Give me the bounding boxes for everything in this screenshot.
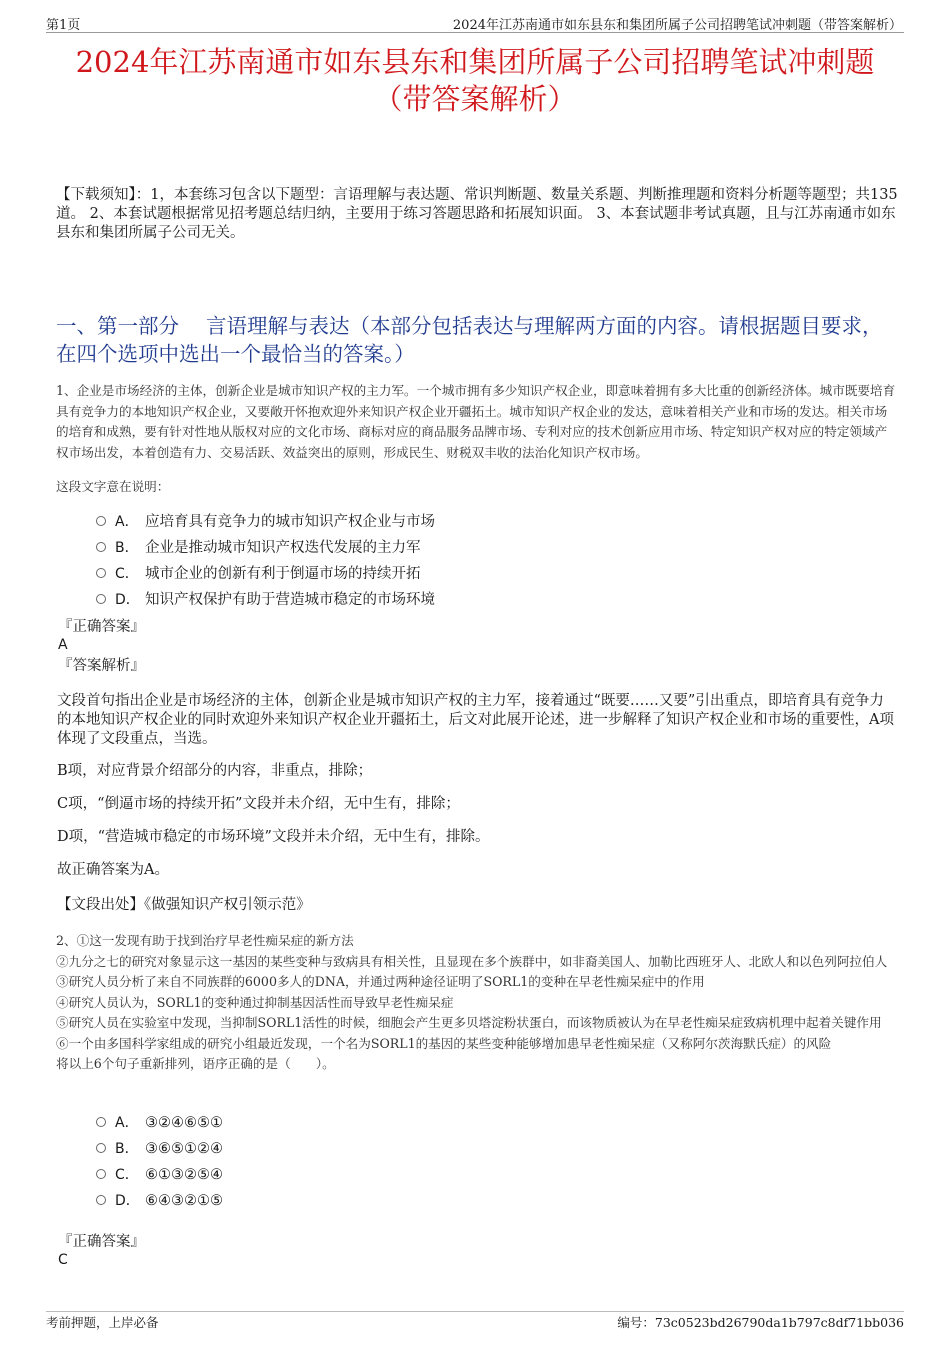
q1-option-c[interactable]: C． 城市企业的创新有利于倒逼市场的持续开拓 xyxy=(96,564,696,584)
q1-option-b[interactable]: B． 企业是推动城市知识产权迭代发展的主力军 xyxy=(96,538,696,558)
q1-analysis-c: C项，“倒逼市场的持续开拓”文段并未介绍，无中生有，排除； xyxy=(57,796,460,812)
footer-doc-id: 编号：73c0523bd26790da1b797c8df71bb036 xyxy=(617,1315,904,1330)
q1-source: 【文段出处】《做强知识产权引领示范》 xyxy=(57,897,311,913)
q1-answer-label: 『正确答案』 xyxy=(58,619,145,635)
download-notice: 【下载须知】：1，本套练习包含以下题型：言语理解与表达题、常识判断题、数量关系题、判断推理题和资料分析题等题型；共135道。 2、本套试题根据常见招考题总结归纳，主要用于练习答题思路和拓展知识面。 3、本套试题非考试真题，且与江苏南通市如东县东和集团所属子公司无关。 xyxy=(56,187,898,241)
q1-option-d[interactable]: D． 知识产权保护有助于营造城市稳定的市场环境 xyxy=(96,590,696,610)
document-title xyxy=(40,44,910,118)
q2-option-a[interactable]: A． ③②④⑥⑤① xyxy=(96,1113,696,1133)
footer-divider xyxy=(46,1311,904,1312)
q1-analysis-conclusion: 故正确答案为A。 xyxy=(57,862,169,878)
header-doc-title: 2024年江苏南通市如东县东和集团所属子公司招聘笔试冲刺题（带答案解析） xyxy=(452,18,902,33)
q2-option-b[interactable]: B． ③⑥⑤①②④ xyxy=(96,1139,696,1159)
radio-button[interactable] xyxy=(96,1117,106,1127)
q2-answer-label: 『正确答案』 xyxy=(58,1234,145,1250)
q2-option-c[interactable]: C． ⑥①③②⑤④ xyxy=(96,1165,696,1185)
q2-prompt: 将以上6个句子重新排列，语序正确的是（ ）。 xyxy=(56,1056,335,1071)
title-line-1: 2024年江苏南通市如东县东和集团所属子公司招聘笔试冲刺题 xyxy=(75,45,875,79)
q1-analysis-main: 文段首句指出企业是市场经济的主体，创新企业是城市知识产权的主力军，接着通过“既要……又要”引出重点，即培育具有竞争力的本地知识产权企业的同时欢迎外来知识产权企业开疆拓土，后文对此展开论述，进一步解释了知识产权企业和市场的重要性，A项体现了文段重点，当选。 xyxy=(57,693,894,747)
q2-line: ④研究人员认为，SORL1的变种通过抑制基因活性而导致早老性痴呆症 xyxy=(56,994,454,1010)
radio-button[interactable] xyxy=(96,542,106,552)
q1-analysis-label: 『答案解析』 xyxy=(58,658,145,674)
page-number: 第1页 xyxy=(46,18,81,33)
q1-option-a[interactable]: A． 应培育具有竞争力的城市知识产权企业与市场 xyxy=(96,512,696,532)
q1-analysis-b: B项，对应背景介绍部分的内容，非重点，排除； xyxy=(57,763,373,779)
q1-answer: A xyxy=(58,637,68,653)
question-2-text xyxy=(56,931,896,1075)
section-title: 一、第一部分 言语理解与表达（本部分包括表达与理解两方面的内容。请根据题目要求，在四个选项中选出一个最恰当的答案。） xyxy=(56,314,883,366)
question-1-prompt: 这段文字意在说明： xyxy=(56,479,170,494)
q1-analysis-d: D项，“营造城市稳定的市场环境”文段并未介绍，无中生有，排除。 xyxy=(57,829,490,845)
radio-button[interactable] xyxy=(96,1195,106,1205)
q2-line: ②九分之七的研究对象显示这一基因的某些变种与致病具有相关性，且显现在多个族群中，如非裔美国人、加勒比西班牙人、北欧人和以色列阿拉伯人 xyxy=(56,953,888,969)
q2-line: 2、①这一发现有助于找到治疗早老性痴呆症的新方法 xyxy=(56,933,354,948)
radio-button[interactable] xyxy=(96,594,106,604)
q2-option-d[interactable]: D． ⑥④③②①⑤ xyxy=(96,1191,696,1211)
q2-line: ⑥一个由多国科学家组成的研究小组最近发现，一个名为SORL1的基因的某些变种能够增加患早老性痴呆症（又称阿尔茨海默氏症）的风险 xyxy=(56,1035,832,1051)
radio-button[interactable] xyxy=(96,516,106,526)
header-divider xyxy=(46,32,904,33)
title-line-2: （带答案解析） xyxy=(373,82,577,116)
q2-line: ③研究人员分析了来自不同族群的6000多人的DNA，并通过两种途径证明了SORL1的变种在早老性痴呆症中的作用 xyxy=(56,974,705,989)
question-1-text: 1、企业是市场经济的主体，创新企业是城市知识产权的主力军。一个城市拥有多少知识产权企业，即意味着拥有多大比重的创新经济体。城市既要培育具有竞争力的本地知识产权企业，又要敞开怀抱欢迎外来知识产权企业开疆拓土。城市知识产权企业的发达，意味着相关产业和市场的发达。相关市场的培育和成熟，要有针对性地从版权对应的文化市场、商标对应的商品服务品牌市场、专利对应的技术创新应用市场、特定知识产权对应的特定领域产权市场出发，本着创造有力、交易活跃、效益突出的原则，形成民生、财税双丰收的法治化知识产权市场。 xyxy=(56,383,896,460)
q2-answer: C xyxy=(58,1252,68,1268)
radio-button[interactable] xyxy=(96,1169,106,1179)
radio-button[interactable] xyxy=(96,568,106,578)
footer-slogan: 考前押题，上岸必备 xyxy=(46,1315,159,1330)
radio-button[interactable] xyxy=(96,1143,106,1153)
q2-line: ⑤研究人员在实验室中发现，当抑制SORL1活性的时候，细胞会产生更多贝塔淀粉状蛋白，而该物质被认为在早老性痴呆症致病机理中起着关键作用 xyxy=(56,1015,882,1030)
